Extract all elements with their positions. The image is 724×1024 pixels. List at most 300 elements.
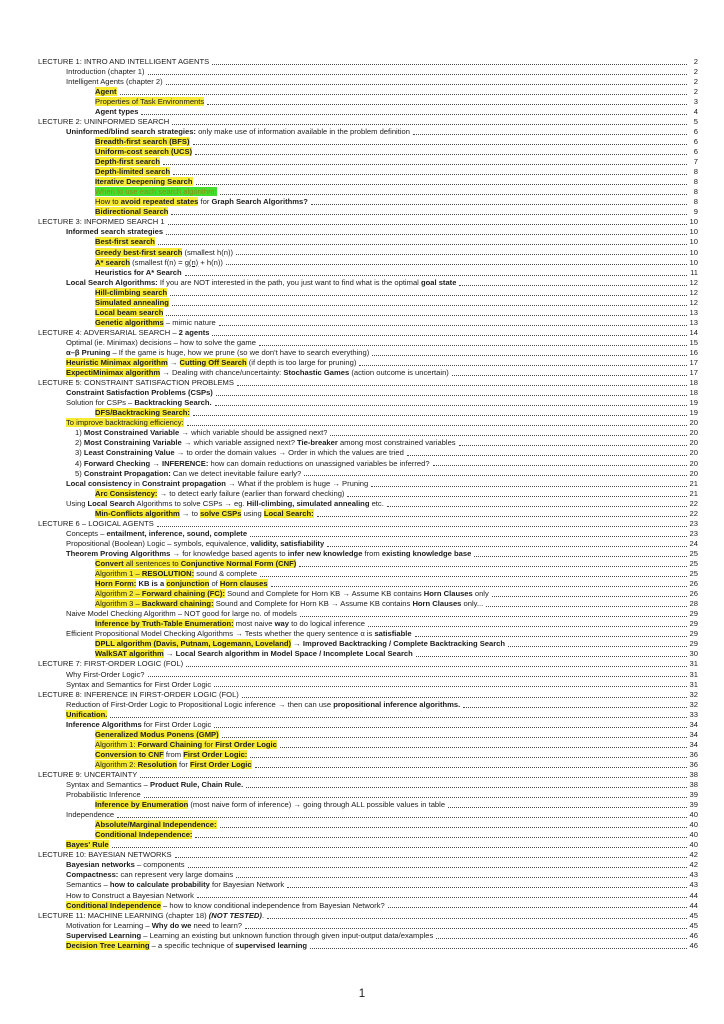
dot-leader xyxy=(212,64,687,65)
toc-entry-segment: Concepts – xyxy=(66,528,107,538)
toc-entry-segment: (most naive form of inference) xyxy=(188,800,294,810)
toc-row[interactable] xyxy=(38,629,698,639)
toc-entry-segment: – a specific technique of xyxy=(149,940,236,950)
dot-leader xyxy=(166,315,687,316)
toc-entry-segment: Graph Search Algorithms? xyxy=(211,197,308,207)
toc-entry-segment: Agent xyxy=(95,86,117,96)
toc-row[interactable] xyxy=(38,679,698,689)
page-number: 25 xyxy=(689,548,698,558)
toc-entry-segment: Inference by Enumeration xyxy=(95,800,189,810)
toc-row[interactable] xyxy=(38,267,698,277)
toc-entry-segment: Semantics – xyxy=(66,880,110,890)
toc-row[interactable] xyxy=(38,659,698,669)
toc-entry-segment: Order in which the values are tried xyxy=(286,448,404,458)
toc-entry-segment: Conditional Independence xyxy=(66,900,161,910)
dot-leader xyxy=(185,275,687,276)
toc-entry-segment: satisfiable xyxy=(374,629,412,639)
toc-entry-segment: Backward chaining: xyxy=(141,599,214,609)
toc-entry-text xyxy=(95,248,233,257)
toc-entry-segment: for xyxy=(176,759,190,769)
page-number: 22 xyxy=(689,508,698,518)
toc-row[interactable] xyxy=(38,458,698,468)
toc-row[interactable] xyxy=(38,347,698,357)
toc-entry-text xyxy=(95,408,190,417)
page-number: 9 xyxy=(693,207,698,217)
toc-row[interactable] xyxy=(38,639,698,649)
toc-entry-segment: Simulated annealing xyxy=(95,297,169,307)
toc-entry-segment: Motivation for Learning – xyxy=(66,920,152,930)
toc-entry-segment: → xyxy=(293,800,301,810)
page-number: 45 xyxy=(689,910,698,920)
toc-entry-text xyxy=(66,368,449,377)
toc-entry-segment: – components xyxy=(134,860,185,870)
toc-row[interactable] xyxy=(38,609,698,619)
dot-leader xyxy=(170,295,687,296)
toc-row[interactable] xyxy=(38,840,698,850)
toc-entry-segment: How to Construct a Bayesian Network xyxy=(66,890,194,900)
toc-entry-segment: 4) xyxy=(75,458,84,468)
toc-row[interactable] xyxy=(38,297,698,307)
toc-entry-segment: Generalized Modus Ponens (GMP) xyxy=(95,729,219,739)
toc-entry-text xyxy=(66,680,211,689)
page-number: 18 xyxy=(689,378,698,388)
toc-row[interactable] xyxy=(38,257,698,267)
toc-entry-segment: 1) xyxy=(75,428,84,438)
page-number: 2 xyxy=(693,76,698,86)
toc-row[interactable] xyxy=(38,880,698,890)
page-number: 10 xyxy=(689,247,698,257)
dot-leader xyxy=(242,697,687,698)
toc-entry-segment: Why First-Order Logic? xyxy=(66,669,145,679)
toc-entry-segment: Algorithms to solve CSPs xyxy=(134,498,225,508)
dot-leader xyxy=(222,737,687,738)
toc-row[interactable] xyxy=(38,448,698,458)
toc-entry-text xyxy=(95,619,365,628)
toc-row[interactable] xyxy=(38,568,698,578)
page-number: 32 xyxy=(689,689,698,699)
toc-entry-segment: Hill-climbing, simulated annealing xyxy=(246,498,370,508)
toc-entry-segment: Efficient Propositional Model Checking Algorithms xyxy=(66,629,236,639)
toc-row[interactable] xyxy=(38,156,698,166)
page-number: 32 xyxy=(689,699,698,709)
toc-entry-text xyxy=(66,901,385,910)
toc-entry-segment: in xyxy=(131,478,142,488)
toc-row[interactable] xyxy=(38,870,698,880)
toc-row[interactable] xyxy=(38,619,698,629)
dot-leader xyxy=(207,104,687,105)
toc-entry-segment: Breadth-first search (BFS) xyxy=(95,137,190,147)
toc-entry-segment: Assume KB contains xyxy=(349,589,424,599)
page-number: 38 xyxy=(689,769,698,779)
toc-row[interactable] xyxy=(38,920,698,930)
toc-row[interactable] xyxy=(38,498,698,508)
toc-entry-text xyxy=(66,127,410,136)
toc-row[interactable] xyxy=(38,146,698,156)
dot-leader xyxy=(416,656,687,657)
toc-row[interactable] xyxy=(38,337,698,347)
page-number: 34 xyxy=(689,739,698,749)
toc-row[interactable] xyxy=(38,820,698,830)
toc-entry-text xyxy=(66,941,307,950)
page-number: 20 xyxy=(689,428,698,438)
toc-row[interactable] xyxy=(38,578,698,588)
toc-row[interactable] xyxy=(38,910,698,920)
toc-entry-segment: of xyxy=(209,579,220,589)
page-number: 10 xyxy=(689,227,698,237)
toc-row[interactable] xyxy=(38,237,698,247)
toc-row[interactable] xyxy=(38,729,698,739)
toc-row[interactable] xyxy=(38,327,698,337)
toc-row[interactable] xyxy=(38,528,698,538)
toc-entry-text xyxy=(38,770,137,779)
toc-entry-text xyxy=(66,418,184,427)
toc-entry-segment: to do logical inference xyxy=(289,619,365,629)
toc-row[interactable] xyxy=(38,378,698,388)
toc-entry-segment: Optimal (ie. Minimax) decisions – how to solve the game xyxy=(66,337,256,347)
toc-entry-segment: Forward Checking xyxy=(83,458,151,468)
toc-entry-segment: (smallest h(n)) xyxy=(182,247,234,257)
dot-leader xyxy=(187,425,687,426)
toc-row[interactable] xyxy=(38,538,698,548)
toc-entry-segment: Informed search strategies xyxy=(66,227,164,237)
page-number: 39 xyxy=(689,800,698,810)
page-number: 6 xyxy=(693,126,698,136)
toc-row[interactable] xyxy=(38,357,698,367)
toc-entry-segment: 3) xyxy=(75,448,84,458)
toc-entry-segment: can represent very large domains xyxy=(118,870,234,880)
dot-leader xyxy=(311,204,687,205)
toc-row[interactable] xyxy=(38,76,698,86)
toc-entry-text xyxy=(95,308,163,317)
toc-entry-segment: Theorem Proving Algorithms xyxy=(66,548,171,558)
toc-entry-segment: Horn clauses xyxy=(219,579,268,589)
toc-entry-segment: LECTURE 3: INFORMED SEARCH 1 xyxy=(38,217,165,227)
toc-row[interactable] xyxy=(38,789,698,799)
toc-row[interactable] xyxy=(38,508,698,518)
toc-entry-segment: What if the problem is huge xyxy=(237,478,333,488)
toc-entry-segment: Least Constraining Value xyxy=(83,448,175,458)
page-number: 16 xyxy=(689,348,698,357)
toc-row[interactable] xyxy=(38,187,698,197)
page-number: 34 xyxy=(689,719,698,729)
toc-entry-segment: Bidirectional Search xyxy=(95,207,169,217)
toc-entry-segment: Reduction of First-Order Logic to Propositional Logic inference xyxy=(66,699,278,709)
toc-row[interactable] xyxy=(38,518,698,528)
toc-row[interactable] xyxy=(38,307,698,317)
toc-entry-segment: only make use of information available in the problem definition xyxy=(195,126,410,136)
toc-list xyxy=(38,56,698,950)
toc-entry-segment: Stochastic Games xyxy=(283,368,350,378)
toc-row[interactable] xyxy=(38,66,698,76)
toc-row[interactable] xyxy=(38,478,698,488)
toc-row[interactable] xyxy=(38,388,698,398)
toc-entry-segment: existing knowledge base xyxy=(381,548,472,558)
toc-row[interactable] xyxy=(38,810,698,820)
toc-entry-segment: infer new knowledge xyxy=(287,548,363,558)
toc-entry-segment: Naive Model Checking Algorithm – NOT good for large no. of models xyxy=(66,609,297,619)
toc-entry-segment: LECTURE 9: UNCERTAINTY xyxy=(38,769,138,779)
toc-entry-text xyxy=(95,288,167,297)
dot-leader xyxy=(172,124,687,125)
toc-entry-segment: only... xyxy=(461,599,484,609)
page-number: 4 xyxy=(693,106,698,116)
dot-leader xyxy=(172,305,687,306)
toc-entry-text xyxy=(38,328,209,337)
toc-entry-segment: Greedy best-first search xyxy=(95,247,183,257)
page-number: 18 xyxy=(689,388,698,398)
toc-entry-text xyxy=(66,77,163,86)
page-number: 12 xyxy=(689,287,698,297)
toc-row[interactable] xyxy=(38,418,698,428)
toc-row[interactable] xyxy=(38,850,698,860)
toc-entry-segment: First Order Logic xyxy=(215,739,277,749)
toc-entry-text xyxy=(95,730,219,739)
toc-row[interactable] xyxy=(38,227,698,237)
toc-entry-segment: g(n) xyxy=(184,257,199,267)
toc-entry-text xyxy=(95,760,252,769)
toc-entry-segment: → xyxy=(224,498,232,508)
toc-entry-segment: then can use xyxy=(285,699,334,709)
toc-entry-segment: Best-first search xyxy=(95,237,155,247)
dot-leader xyxy=(193,144,687,145)
dot-leader xyxy=(407,455,687,456)
toc-entry-segment: Independence xyxy=(66,810,115,820)
page-number: 13 xyxy=(689,317,698,327)
toc-entry-segment: Product Rule, Chain Rule. xyxy=(150,780,244,790)
page-number: 24 xyxy=(689,538,698,548)
toc-entry-text xyxy=(95,258,223,267)
toc-entry-text xyxy=(66,790,141,799)
dot-leader xyxy=(220,827,687,828)
dot-leader xyxy=(168,224,687,225)
page-number: 40 xyxy=(689,840,698,850)
page-number: 38 xyxy=(689,780,698,790)
toc-entry-segment: Forward chaining (FC): xyxy=(141,589,225,599)
toc-entry-segment: which variable assigned next? xyxy=(193,438,298,448)
dot-leader xyxy=(436,938,687,939)
page-number: 23 xyxy=(689,518,698,528)
toc-row[interactable] xyxy=(38,588,698,598)
dot-leader xyxy=(260,576,687,577)
toc-row[interactable] xyxy=(38,749,698,759)
dot-leader xyxy=(120,94,687,95)
dot-leader xyxy=(163,164,687,165)
toc-row[interactable] xyxy=(38,408,698,418)
dot-leader xyxy=(271,586,687,587)
toc-entry-segment: Bayesian networks xyxy=(66,860,135,870)
page-number: 17 xyxy=(689,368,698,378)
toc-entry-segment: 2) xyxy=(75,438,84,448)
toc-entry-segment: among most constrained variables xyxy=(337,438,456,448)
toc-entry-segment: only xyxy=(472,589,489,599)
toc-entry-segment: how to calculate probability xyxy=(109,880,210,890)
toc-entry-segment: way xyxy=(274,619,289,629)
toc-row[interactable] xyxy=(38,317,698,327)
toc-entry-text xyxy=(38,117,169,126)
toc-entry-segment: Algorithm 3 – xyxy=(95,599,142,609)
toc-row[interactable] xyxy=(38,428,698,438)
toc-entry-segment: Sound and Complete for Horn KB xyxy=(224,589,343,599)
toc-row[interactable] xyxy=(38,56,698,66)
toc-row[interactable] xyxy=(38,207,698,217)
toc-entry-text xyxy=(95,87,117,96)
toc-entry-segment: → xyxy=(170,548,183,558)
toc-entry-segment: Backtracking Search. xyxy=(134,398,212,408)
toc-row[interactable] xyxy=(38,699,698,709)
toc-row[interactable] xyxy=(38,468,698,478)
toc-row[interactable] xyxy=(38,860,698,870)
toc-row[interactable] xyxy=(38,167,698,177)
toc-row[interactable] xyxy=(38,599,698,609)
page-number: 25 xyxy=(689,569,698,579)
dot-leader xyxy=(215,405,687,406)
toc-entry-segment: . xyxy=(261,910,265,920)
toc-entry-segment: Most Constraining Variable xyxy=(83,438,182,448)
toc-entry-text xyxy=(66,549,471,558)
dot-leader xyxy=(387,506,687,507)
toc-entry-segment: KB is a xyxy=(136,579,167,589)
toc-entry-segment: LECTURE 11: MACHINE LEARNING (chapter 18) xyxy=(38,910,209,920)
dot-leader xyxy=(486,606,687,607)
toc-row[interactable] xyxy=(38,558,698,568)
toc-row[interactable] xyxy=(38,116,698,126)
toc-row[interactable] xyxy=(38,277,698,287)
toc-entry-text xyxy=(38,378,234,387)
dot-leader xyxy=(433,465,687,466)
toc-row[interactable] xyxy=(38,126,698,136)
toc-entry-segment: → xyxy=(342,589,350,599)
toc-row[interactable] xyxy=(38,548,698,558)
page-number: 10 xyxy=(689,217,698,227)
toc-row[interactable] xyxy=(38,689,698,699)
dot-leader xyxy=(245,928,687,929)
toc-entry-text xyxy=(95,167,170,176)
toc-entry-segment: (if depth is too large for pruning) xyxy=(246,358,357,368)
toc-entry-segment: Local Search: xyxy=(263,508,314,518)
toc-row[interactable] xyxy=(38,779,698,789)
toc-row[interactable] xyxy=(38,197,698,207)
toc-entry-segment: 2 agents xyxy=(178,327,210,337)
toc-row[interactable] xyxy=(38,709,698,719)
toc-entry-segment: Heuristic Minimax algorithm xyxy=(66,358,168,368)
toc-entry-segment: for Bayesian Network xyxy=(209,880,285,890)
toc-row[interactable] xyxy=(38,649,698,659)
toc-row[interactable] xyxy=(38,367,698,377)
toc-entry-segment: Forward Chaining xyxy=(137,739,203,749)
toc-row[interactable] xyxy=(38,86,698,96)
page-number: 20 xyxy=(689,458,698,468)
toc-entry-text xyxy=(66,780,243,789)
toc-row[interactable] xyxy=(38,136,698,146)
toc-row[interactable] xyxy=(38,398,698,408)
page-number: 28 xyxy=(689,599,698,609)
toc-entry-segment: First Order Logic: xyxy=(183,749,248,759)
toc-entry-segment: ExpectiMinimax algorithm xyxy=(66,368,161,378)
page-number: 8 xyxy=(693,167,698,177)
toc-entry-text xyxy=(66,609,297,618)
toc-entry-segment: → xyxy=(181,438,194,448)
toc-entry-text xyxy=(95,197,308,206)
toc-row[interactable] xyxy=(38,890,698,900)
toc-entry-text xyxy=(95,579,268,588)
dot-leader xyxy=(166,84,687,85)
toc-row[interactable] xyxy=(38,830,698,840)
toc-row[interactable] xyxy=(38,488,698,498)
toc-entry-segment: Algorithm 1 – xyxy=(95,569,142,579)
toc-entry-segment: Most Constrained Variable xyxy=(83,428,180,438)
toc-row[interactable] xyxy=(38,287,698,297)
toc-entry-segment: most naive xyxy=(233,619,275,629)
toc-row[interactable] xyxy=(38,900,698,910)
toc-entry-segment: – mimic nature xyxy=(163,317,216,327)
toc-entry-text xyxy=(66,629,412,638)
page-number: 19 xyxy=(689,398,698,408)
toc-entry-segment: Can we detect inevitable failure early? xyxy=(170,468,302,478)
toc-entry-segment: Probabilistic Inference xyxy=(66,790,141,800)
dot-leader xyxy=(193,415,687,416)
toc-entry-segment: → xyxy=(225,478,238,488)
toc-row[interactable] xyxy=(38,759,698,769)
toc-entry-segment: LECTURE 10: BAYESIAN NETWORKS xyxy=(38,850,172,860)
page-number: 20 xyxy=(689,438,698,448)
toc-entry-segment: for knowledge based agents to xyxy=(182,548,288,558)
toc-row[interactable] xyxy=(38,739,698,749)
dot-leader xyxy=(173,174,687,175)
dot-leader xyxy=(186,666,687,667)
toc-entry-segment: → xyxy=(330,599,339,609)
toc-row[interactable] xyxy=(38,719,698,729)
toc-row[interactable] xyxy=(38,930,698,940)
page-number: 19 xyxy=(689,408,698,418)
toc-entry-text xyxy=(66,398,212,407)
toc-entry-segment: DFS/Backtracking Search: xyxy=(95,408,190,418)
toc-entry-text xyxy=(66,227,163,236)
toc-row[interactable] xyxy=(38,106,698,116)
toc-entry-text xyxy=(66,880,284,889)
page-number: 8 xyxy=(693,177,698,187)
toc-row[interactable] xyxy=(38,769,698,779)
toc-entry-text xyxy=(75,448,404,457)
toc-entry-segment: Min-Conflicts algorithm xyxy=(95,508,180,518)
toc-entry-segment: → xyxy=(174,448,187,458)
toc-entry-text xyxy=(66,348,369,357)
toc-row[interactable] xyxy=(38,96,698,106)
dot-leader xyxy=(171,214,687,215)
toc-row[interactable] xyxy=(38,438,698,448)
toc-row[interactable] xyxy=(38,177,698,187)
toc-entry-text xyxy=(95,740,277,749)
dot-leader xyxy=(492,596,687,597)
toc-row[interactable] xyxy=(38,669,698,679)
page-number: 25 xyxy=(689,558,698,568)
toc-row[interactable] xyxy=(38,217,698,227)
dot-leader xyxy=(188,867,687,868)
dot-leader xyxy=(148,676,688,677)
page-number: 44 xyxy=(689,900,698,910)
toc-entry-segment: LECTURE 5: CONSTRAINT SATISFACTION PROBLEMS xyxy=(38,378,234,388)
toc-entry-segment: eg. xyxy=(231,498,247,508)
page-number: 40 xyxy=(689,810,698,820)
toc-row[interactable] xyxy=(38,247,698,257)
toc-entry-segment: A* search xyxy=(95,257,131,267)
toc-entry-segment: → xyxy=(160,368,172,378)
toc-row[interactable] xyxy=(38,799,698,809)
page-number: 39 xyxy=(689,790,698,800)
toc-row[interactable] xyxy=(38,940,698,950)
toc-entry-segment: Local consistency xyxy=(66,478,132,488)
toc-entry-segment: Sound and Complete for Horn KB xyxy=(213,599,331,609)
page-number: 29 xyxy=(689,609,698,619)
